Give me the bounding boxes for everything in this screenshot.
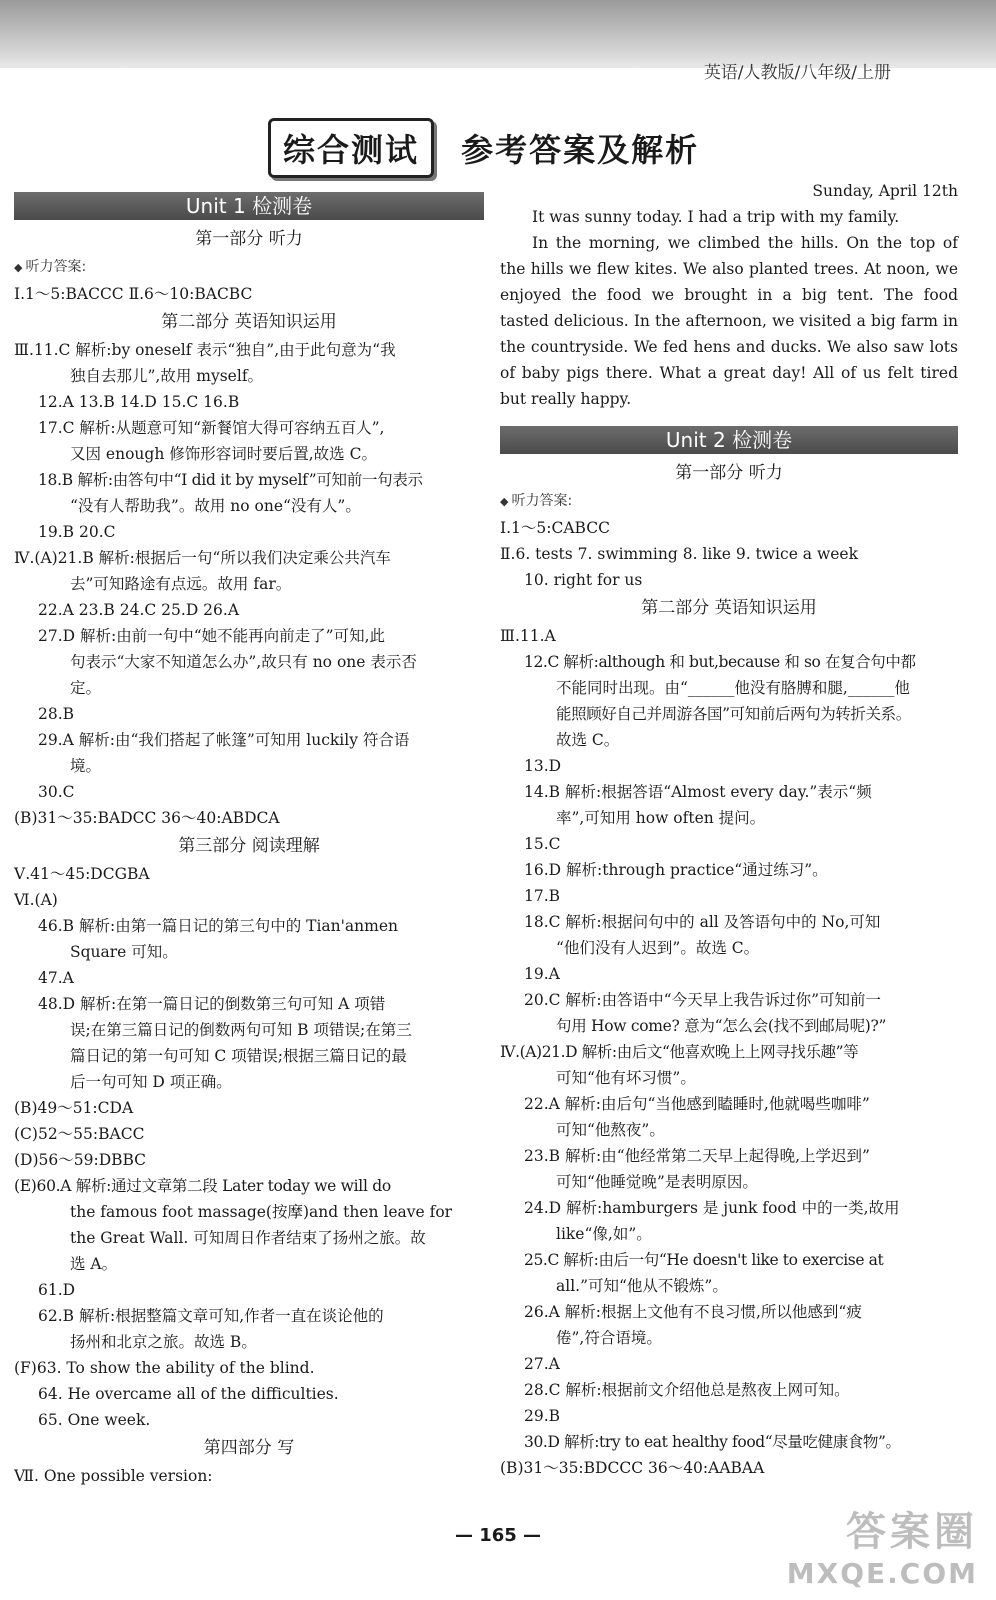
answer-line: 20.C 解析:由答语中“今天早上我告诉过你”可知前一 — [524, 991, 882, 1009]
answer-line: Ⅶ. One possible version: — [14, 1467, 213, 1485]
diary-paragraph: In the morning, we climbed the hills. On the top of the hills we flew kites. We also planted trees. At noon, we enjoyed the food we brought in a big tent. The food tasted delicious. In the afternoon, we visited a big farm in the countryside. We fed hens and ducks. We also saw lots of baby pigs there. What a great day! All of us felt tired but really happy. — [500, 234, 958, 408]
answer-line: 境。 — [70, 757, 102, 775]
unit2-part2: 第二部分 英语知识运用 — [641, 598, 817, 618]
answer-line: (B)49～51:CDA — [14, 1099, 134, 1117]
unit1-part2: 第二部分 英语知识运用 — [161, 312, 337, 332]
answer-line: 61.D — [38, 1281, 76, 1299]
answer-line: 可知“他有坏习惯”。 — [556, 1069, 696, 1087]
title-text: 参考答案及解析 — [461, 131, 700, 169]
answer-line: 句用 How come? 意为“怎么会(找不到邮局呢)?” — [556, 1017, 887, 1035]
watermark-text: 答案圈 — [846, 1509, 978, 1555]
answer-line: 12.C 解析:although 和 but,because 和 so 在复合句中都 — [524, 653, 916, 671]
answer-line: 46.B 解析:由第一篇日记的第三句中的 Tian'anmen — [38, 917, 398, 935]
answer-line: 22.A 23.B 24.C 25.D 26.A — [38, 601, 240, 619]
page-title — [268, 118, 699, 178]
answer-line: 定。 — [70, 679, 102, 697]
answer-line: 12.A 13.B 14.D 15.C 16.B — [38, 393, 240, 411]
answer-line: Square 可知。 — [70, 943, 178, 961]
answer-line: Ⅴ.41～45:DCGBA — [14, 865, 150, 883]
answer-line: all.”可知“他从不锻炼”。 — [556, 1277, 728, 1295]
answer-line: 24.D 解析:hamburgers 是 junk food 中的一类,故用 — [524, 1199, 900, 1217]
answer-line: (B)31～35:BDCCC 36～40:AABAA — [500, 1459, 765, 1477]
answer-line: (B)31～35:BADCC 36～40:ABDCA — [14, 809, 280, 827]
answer-line: (F)63. To show the ability of the blind. — [14, 1359, 315, 1377]
answer-line: 28.B — [38, 705, 75, 723]
answer-line: 29.B — [524, 1407, 561, 1425]
answer-line: 可知“他熬夜”。 — [556, 1121, 665, 1139]
answer-line: 故选 C。 — [556, 731, 620, 749]
left-column — [14, 178, 484, 1489]
unit2-bar: Unit 2 检测卷 — [500, 426, 958, 454]
diary-paragraph: It was sunny today. I had a trip with my family. — [532, 208, 900, 226]
right-column — [500, 178, 958, 1481]
answer-line: 48.D 解析:在第一篇日记的倒数第三句可知 A 项错 — [38, 995, 386, 1013]
answer-line: Ⅵ.(A) — [14, 891, 58, 909]
listening-label-text: 听力答案: — [25, 259, 87, 275]
answer-line: 65. One week. — [38, 1411, 151, 1429]
unit1-part4: 第四部分 写 — [203, 1438, 295, 1458]
answer-line: Ⅲ.11.A — [500, 627, 556, 645]
answer-line: 17.C 解析:从题意可知“新餐馆大得可容纳五百人”, — [38, 419, 385, 437]
answer-line: 不能同时出现。由“______他没有胳膊和腿,______他 — [556, 679, 910, 697]
unit2-part1: 第一部分 听力 — [675, 463, 783, 483]
answer-line: 62.B 解析:根据整篇文章可知,作者一直在谈论他的 — [38, 1307, 384, 1325]
answer-line: Ⅰ.1～5:BACCC Ⅱ.6～10:BACBC — [14, 285, 253, 303]
answer-line: 去”可知路途有点远。故用 far。 — [70, 575, 292, 593]
answer-line: 25.C 解析:由后一句“He doesn't like to exercise at — [524, 1251, 884, 1269]
answer-line: 18.B 解析:由答句中“I did it by myself”可知前一句表示 — [38, 471, 423, 489]
answer-line: 19.B 20.C — [38, 523, 116, 541]
boxed-title: 综合测试 — [268, 118, 434, 178]
answer-line: (E)60.A 解析:通过文章第二段 Later today we will do — [14, 1177, 391, 1195]
answer-line: 可知“他睡觉晚”是表明原因。 — [556, 1173, 758, 1191]
answer-line: 误;在第三篇日记的倒数两句可知 B 项错误;在第三 — [70, 1021, 412, 1039]
answer-line: (D)56～59:DBBC — [14, 1151, 147, 1169]
diary-date: Sunday, April 12th — [812, 182, 958, 200]
answer-line: 15.C — [524, 835, 561, 853]
unit2-listening-label — [500, 488, 958, 515]
answer-line: 14.B 解析:根据答语“Almost every day.”表示“频 — [524, 783, 872, 801]
answer-line: Ⅳ.(A)21.D 解析:由后文“他喜欢晚上上网寻找乐趣”等 — [500, 1043, 859, 1061]
answer-line: 28.C 解析:根据前文介绍他总是熬夜上网可知。 — [524, 1381, 850, 1399]
answer-line: 30.D 解析:try to eat healthy food“尽量吃健康食物”。 — [524, 1433, 901, 1451]
answer-line: 19.A — [524, 965, 560, 983]
answer-line: (C)52～55:BACC — [14, 1125, 145, 1143]
answer-line: 23.B 解析:由“他经常第二天早上起得晚,上学迟到” — [524, 1147, 870, 1165]
answer-line: “没有人帮助我”。故用 no one“没有人”。 — [70, 497, 361, 515]
unit1-part1: 第一部分 听力 — [195, 229, 303, 249]
answer-line: 扬州和北京之旅。故选 B。 — [70, 1333, 257, 1351]
watermark-logo — [787, 1500, 978, 1590]
listening-label-text: 听力答案: — [511, 493, 573, 509]
unit1-bar: Unit 1 检测卷 — [14, 192, 484, 220]
sample-diary — [500, 178, 958, 412]
answer-line: 13.D — [524, 757, 562, 775]
answer-line: Ⅰ.1～5:CABCC — [500, 519, 610, 537]
answer-line: the famous foot massage(按摩)and then leave for — [70, 1203, 453, 1221]
answer-line: Ⅳ.(A)21.B 解析:根据后一句“所以我们决定乘公共汽车 — [14, 549, 391, 567]
answer-line: 又因 enough 修饰形容词时要后置,故选 C。 — [70, 445, 377, 463]
unit1-part3: 第三部分 阅读理解 — [178, 836, 320, 856]
answer-line: 26.A 解析:根据上文他有不良习惯,所以他感到“疲 — [524, 1303, 862, 1321]
answer-line: 47.A — [38, 969, 74, 987]
answer-line: “他们没有人迟到”。故选 C。 — [556, 939, 760, 957]
answer-line: the Great Wall. 可知周日作者结束了扬州之旅。故 — [70, 1229, 426, 1247]
answer-line: 率”,可知用 how often 提问。 — [556, 809, 766, 827]
answer-line: 16.D 解析:through practice“通过练习”。 — [524, 861, 828, 879]
answer-line: 选 A。 — [70, 1255, 118, 1273]
answer-line: 篇日记的第一句可知 C 项错误;根据三篇日记的最 — [70, 1047, 407, 1065]
answer-line: 22.A 解析:由后句“当他感到瞌睡时,他就喝些咖啡” — [524, 1095, 870, 1113]
unit1-listening-label — [14, 254, 484, 281]
page-number: — 165 — — [454, 1525, 542, 1546]
answer-line: 倦”,符合语境。 — [556, 1329, 662, 1347]
answer-line: 27.D 解析:由前一句中“她不能再向前走了”可知,此 — [38, 627, 386, 645]
diamond-icon: ◆ — [500, 495, 509, 508]
answer-line: like“像,如”。 — [556, 1225, 652, 1243]
subject-info: 英语/人教版/八年级/上册 — [703, 63, 891, 83]
answer-line: 27.A — [524, 1355, 560, 1373]
answer-line: Ⅱ.6. tests 7. swimming 8. like 9. twice a week — [500, 545, 858, 563]
answer-line: 18.C 解析:根据问句中的 all 及答语句中的 No,可知 — [524, 913, 881, 931]
diamond-icon: ◆ — [14, 261, 23, 274]
answer-line: 64. He overcame all of the difficulties. — [38, 1385, 339, 1403]
answer-line: 30.C — [38, 783, 75, 801]
answer-line: Ⅲ.11.C 解析:by oneself 表示“独自”,由于此句意为“我 — [14, 341, 396, 359]
answer-line: 29.A 解析:由“我们搭起了帐篷”可知用 luckily 符合语 — [38, 731, 410, 749]
answer-line: 后一句可知 D 项正确。 — [70, 1073, 232, 1091]
answer-line: 独自去那儿”,故用 myself。 — [70, 367, 264, 385]
answer-line: 10. right for us — [524, 571, 643, 589]
answer-line: 句表示“大家不知道怎么办”,故只有 no one 表示否 — [70, 653, 417, 671]
answer-line: 17.B — [524, 887, 561, 905]
watermark-url: MXQE.COM — [786, 1557, 978, 1590]
answer-line: 能照顾好自己并周游各国”可知前后两句为转折关系。 — [556, 705, 911, 723]
